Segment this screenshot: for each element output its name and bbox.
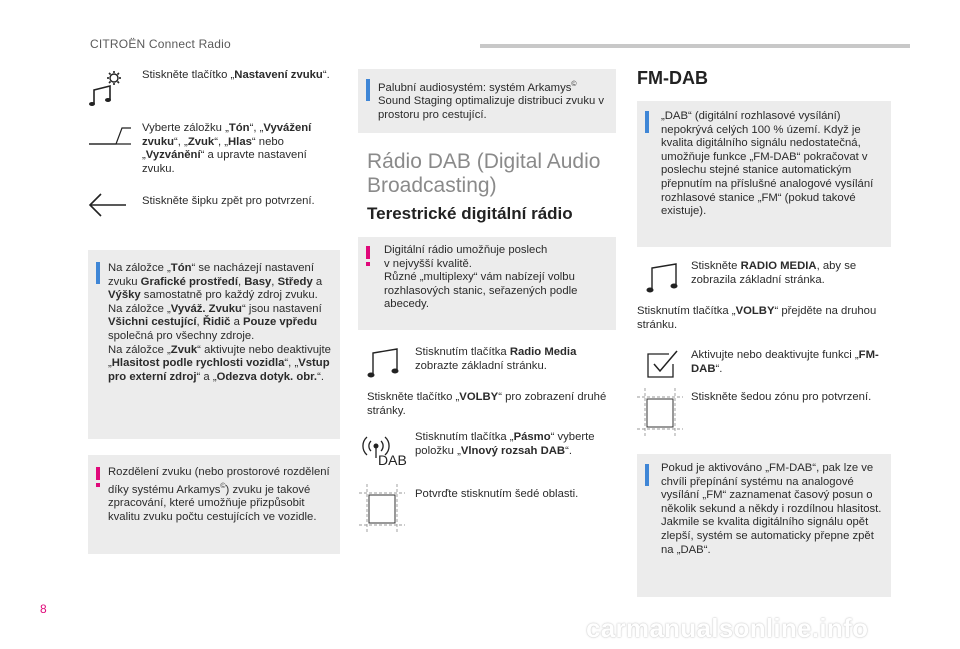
warning-digital-radio-text: Digitální rádio umožňuje poslech v nejvyšší kvalitě. Různé „multiplexy“ vám nabízejí volbu rozhlasových stanic, seřazených podle abecedy. <box>384 244 578 311</box>
info-switching-text: Pokud je aktivováno „FM-DAB“, pak lze ve chvíli přepínání systému na analogové vysílání „FM“ zaznamenat časový posun o několik sekund a někdy i rozdílnou hlasitost. Jakmile se kvalita digitálního signálu opět zlepší, systém se automaticky přepne zpět na „DAB“. <box>661 462 882 556</box>
step-toggle-fm-dab: Aktivujte nebo deaktivujte funkci „FM-DAB“. <box>691 349 879 375</box>
checkbox-icon <box>645 348 679 380</box>
subsection-title-terrestrial: Terestrické digitální rádio <box>367 204 573 223</box>
running-header-title: CITROËN Connect Radio <box>90 37 231 51</box>
gray-zone-icon <box>359 484 405 534</box>
tab-selector-icon <box>88 124 132 146</box>
dab-antenna-icon <box>362 432 406 472</box>
warning-box-digital-radio <box>358 237 616 330</box>
music-note-icon <box>646 262 680 294</box>
info-box-tone-settings <box>88 250 340 439</box>
dab-icon-label: DAB <box>378 452 407 468</box>
step-confirm-back: Stiskněte šipku zpět pro potvrzení. <box>142 195 315 207</box>
step-radio-media: Stisknutím tlačítka Radio Media zobrazte základní stránku. <box>415 346 577 372</box>
info-icon <box>645 464 649 486</box>
info-icon <box>96 262 100 284</box>
info-tone-text: Na záložce „Tón“ se nacházejí nastavení zvuku Grafické prostředí, Basy, Středy a Výšky samostatně pro každý zdroj zvuku. Na záložce „Vyváž. Zvuku“ jsou nastavení Všichni cestující, Řidič a Pouze vpředu společná pro všechny zdroje. Na záložce „Zvuk“ aktivujte nebo deaktivujte „Hlasitost podle rychlosti vozidla“, „Vstup pro externí zdroj“ a „Odezva dotyk. obr.“. <box>108 262 331 383</box>
section-title-dab: Rádio DAB (Digital Audio Broadcasting) <box>367 150 601 197</box>
para-options-fm: Stisknutím tlačítka „VOLBY“ přejděte na druhou stránku. <box>637 305 877 331</box>
step-select-tab: Vyberte záložku „Tón“, „Vyvážení zvuku“, „Zvuk“, „Hlas“ nebo „Vyzvánění“ a upravte nastavení zvuku. <box>142 122 312 175</box>
info-box-fm-dab-switching <box>637 454 891 597</box>
info-arkamys-text: Palubní audiosystém: systém Arkamys© Sound Staging optimalizuje distribuci zvuku v prostoru pro cestující. <box>378 81 605 121</box>
para-options: Stiskněte tlačítko „VOLBY“ pro zobrazení druhé stránky. <box>367 391 607 417</box>
gray-zone-icon <box>637 388 683 438</box>
info-icon <box>366 79 370 101</box>
info-box-arkamys <box>358 69 616 133</box>
watermark-text: carmanualsonline.info <box>586 613 869 643</box>
step-band: Stisknutím tlačítka „Pásmo“ vyberte položku „Vlnový rozsah DAB“. <box>415 431 595 457</box>
step-sound-settings: Stiskněte tlačítko „Nastavení zvuku“. <box>142 69 330 81</box>
step-confirm-gray: Potvrďte stisknutím šedé oblasti. <box>415 488 579 500</box>
gear-music-icon <box>88 70 124 106</box>
header-divider <box>480 44 910 48</box>
info-fm-dab-text: „DAB“ (digitální rozhlasové vysílání) nepokrývá celých 100 % území. Když je kvalita digitálního signálu nedostatečná, umožňuje funkce „FM-DAB“ pokračovat v poslechu stejné stanice automatickým přepnutím na příslušné analogové vysílání rozhlasové stanice „FM“ (pokud takové existuje). <box>661 110 874 218</box>
music-note-icon <box>367 347 401 379</box>
info-box-fm-dab <box>637 101 891 247</box>
step-confirm-gray-fm: Stiskněte šedou zónu pro potvrzení. <box>691 391 872 403</box>
warning-box-sound-distribution <box>88 455 340 554</box>
section-title-fm-dab: FM-DAB <box>637 68 708 88</box>
step-radio-media-fm: Stiskněte RADIO MEDIA, aby se zobrazila základní stránka. <box>691 260 857 286</box>
info-icon <box>645 111 649 133</box>
page-number: 8 <box>40 602 47 616</box>
warning-sound-text: Rozdělení zvuku (nebo prostorové rozdělení díky systému Arkamys©) zvuku je takové zpracování, které umožňuje přizpůsobit kvalitu zvuku počtu cestujících ve vozidle. <box>108 466 330 523</box>
back-arrow-icon <box>88 192 128 218</box>
